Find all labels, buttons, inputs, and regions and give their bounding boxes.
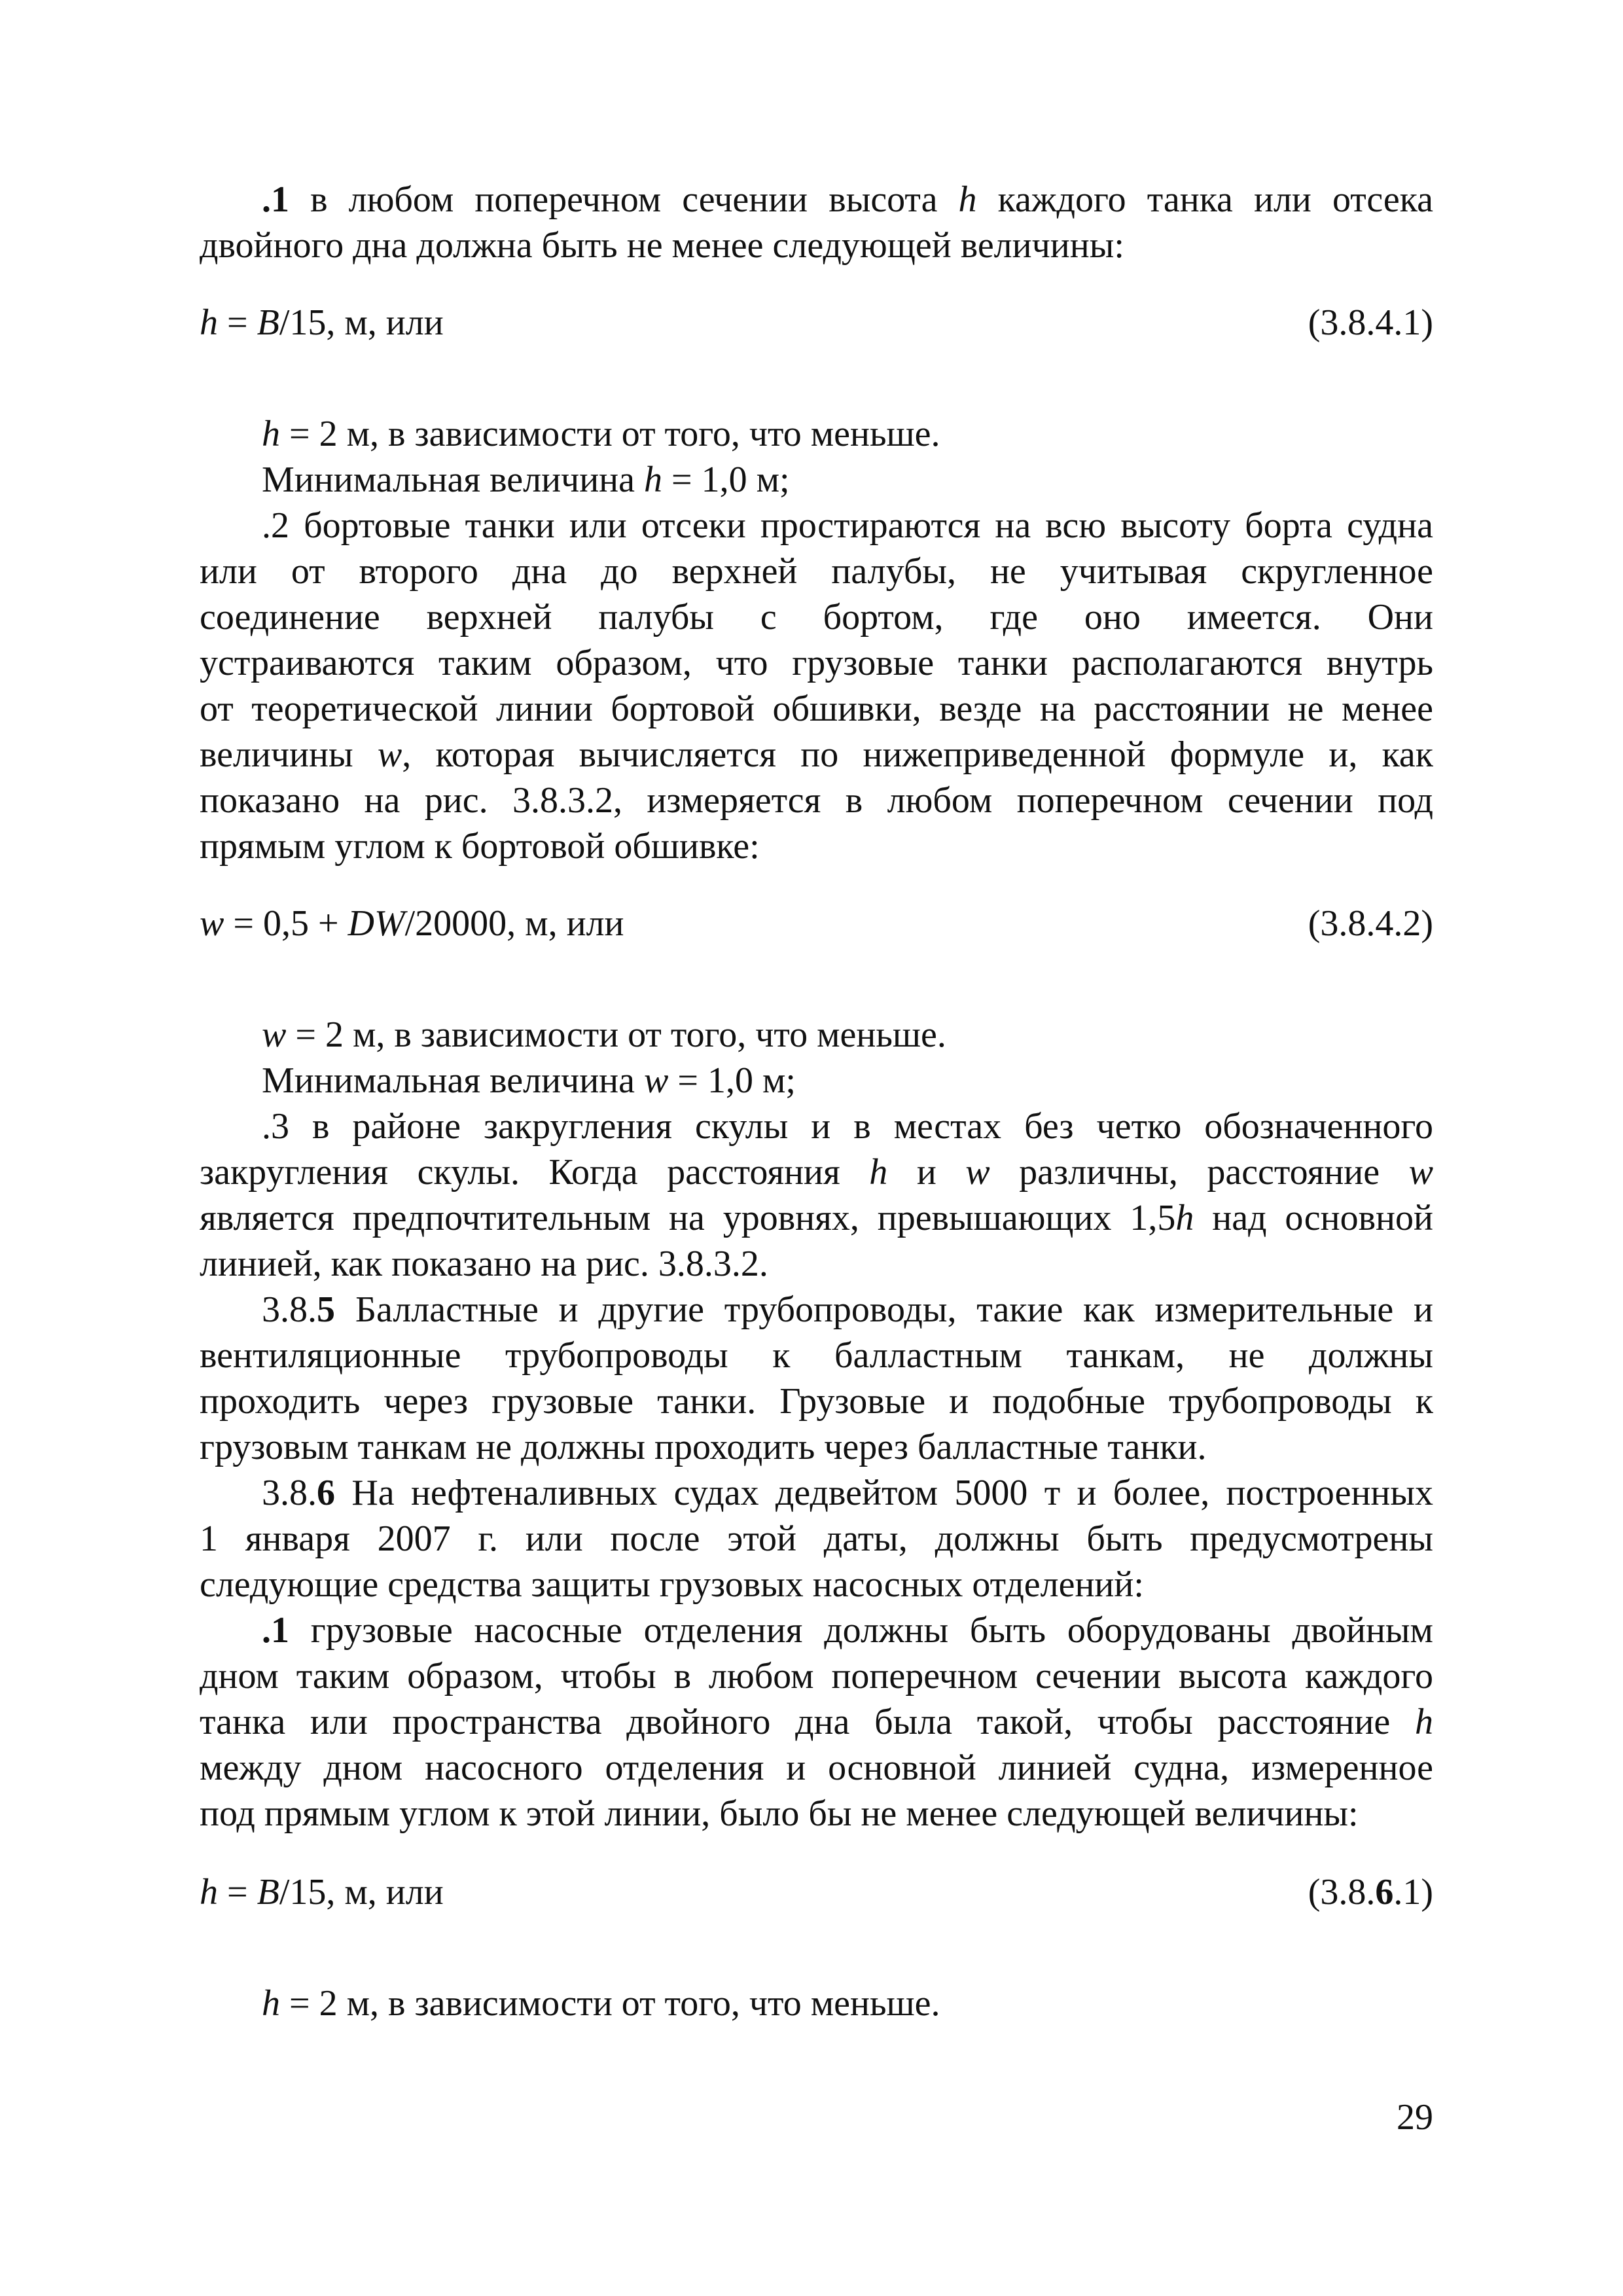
formula-expression: h = B/15, м, или <box>200 1872 444 1912</box>
paragraph-line: двойного дна должна быть не менее следующей величины: <box>200 225 1124 266</box>
paragraph-line: соединение верхней палубы с бортом, где оно имеется. Они <box>200 597 1433 637</box>
item-number: .1 <box>262 1610 289 1651</box>
paragraph-line: является предпочтительным на уровнях, превышающих 1,5h над основной <box>200 1198 1433 1238</box>
formula-number: (3.8.4.1) <box>1308 302 1433 343</box>
formula-number: (3.8.6.1) <box>1308 1872 1433 1912</box>
paragraph-line: h = 2 м, в зависимости от того, что меньше. <box>262 1983 940 2024</box>
paragraph-line: .2 бортовые танки или отсеки простираются на всю высоту борта судна <box>262 505 1433 546</box>
paragraph-line: следующие средства защиты грузовых насосных отделений: <box>200 1564 1144 1605</box>
paragraph-line: 1 января 2007 г. или после этой даты, должны быть предусмотрены <box>200 1518 1433 1559</box>
paragraph-line: прямым углом к бортовой обшивке: <box>200 826 760 867</box>
paragraph-line: закругления скулы. Когда расстояния h и w различны, расстояние w <box>200 1152 1433 1193</box>
paragraph-line: устраиваются таким образом, что грузовые танки располагаются внутрь <box>200 643 1433 683</box>
variable: h <box>958 179 977 220</box>
paragraph-line: показано на рис. 3.8.3.2, измеряется в любом поперечном сечении под <box>200 780 1433 821</box>
section-number: 3.8. <box>262 1473 317 1513</box>
paragraph-line: танка или пространства двойного дна была такой, чтобы расстояние h <box>200 1702 1433 1742</box>
paragraph-line: h = 2 м, в зависимости от того, что меньше. <box>262 414 940 454</box>
formula-expression: w = 0,5 + DW/20000, м, или <box>200 903 624 944</box>
formula-expression: h = B/15, м, или <box>200 302 444 343</box>
paragraph-line: дном таким образом, чтобы в любом поперечном сечении высота каждого <box>200 1656 1433 1696</box>
paragraph-line: проходить через грузовые танки. Грузовые и подобные трубопроводы к <box>200 1381 1433 1422</box>
paragraph-line: величины w, которая вычисляется по нижеприведенной формуле и, как <box>200 734 1433 775</box>
paragraph-line: Минимальная величина w = 1,0 м; <box>262 1060 796 1101</box>
paragraph-line: Минимальная величина h = 1,0 м; <box>262 459 790 500</box>
paragraph-line: линией, как показано на рис. 3.8.3.2. <box>200 1244 768 1284</box>
section-3-8-6: 3.8.6 На нефтеналивных судах дедвейтом 5000 т и более, построенных <box>262 1473 1433 1513</box>
paragraph-line: или от второго дна до верхней палубы, не учитывая скругленное <box>200 551 1433 592</box>
paragraph-line: между дном насосного отделения и основной линией судна, измеренное <box>200 1748 1433 1788</box>
paragraph-line: .3 в районе закругления скулы и в местах без четко обозначенного <box>262 1106 1433 1147</box>
paragraph-line: от теоретической линии бортовой обшивки, везде на расстоянии не менее <box>200 689 1433 729</box>
page-number: 29 <box>1397 2097 1433 2138</box>
paragraph-line: под прямым углом к этой линии, было бы не менее следующей величины: <box>200 1793 1359 1834</box>
paragraph-line: .1 грузовые насосные отделения должны быть оборудованы двойным <box>262 1610 1433 1651</box>
paragraph-line: грузовым танкам не должны проходить через балластные танки. <box>200 1427 1207 1467</box>
paragraph-line: w = 2 м, в зависимости от того, что меньше. <box>262 1014 946 1055</box>
item-number: .1 <box>262 179 289 220</box>
section-3-8-5: 3.8.5 Балластные и другие трубопроводы, такие как измерительные и <box>262 1289 1433 1330</box>
section-number: 3.8. <box>262 1289 317 1330</box>
paragraph-line: .1 в любом поперечном сечении высота h каждого танка или отсека <box>262 179 1434 220</box>
formula-number: (3.8.4.2) <box>1308 903 1433 944</box>
paragraph-line: вентиляционные трубопроводы к балластным танкам, не должны <box>200 1335 1433 1376</box>
